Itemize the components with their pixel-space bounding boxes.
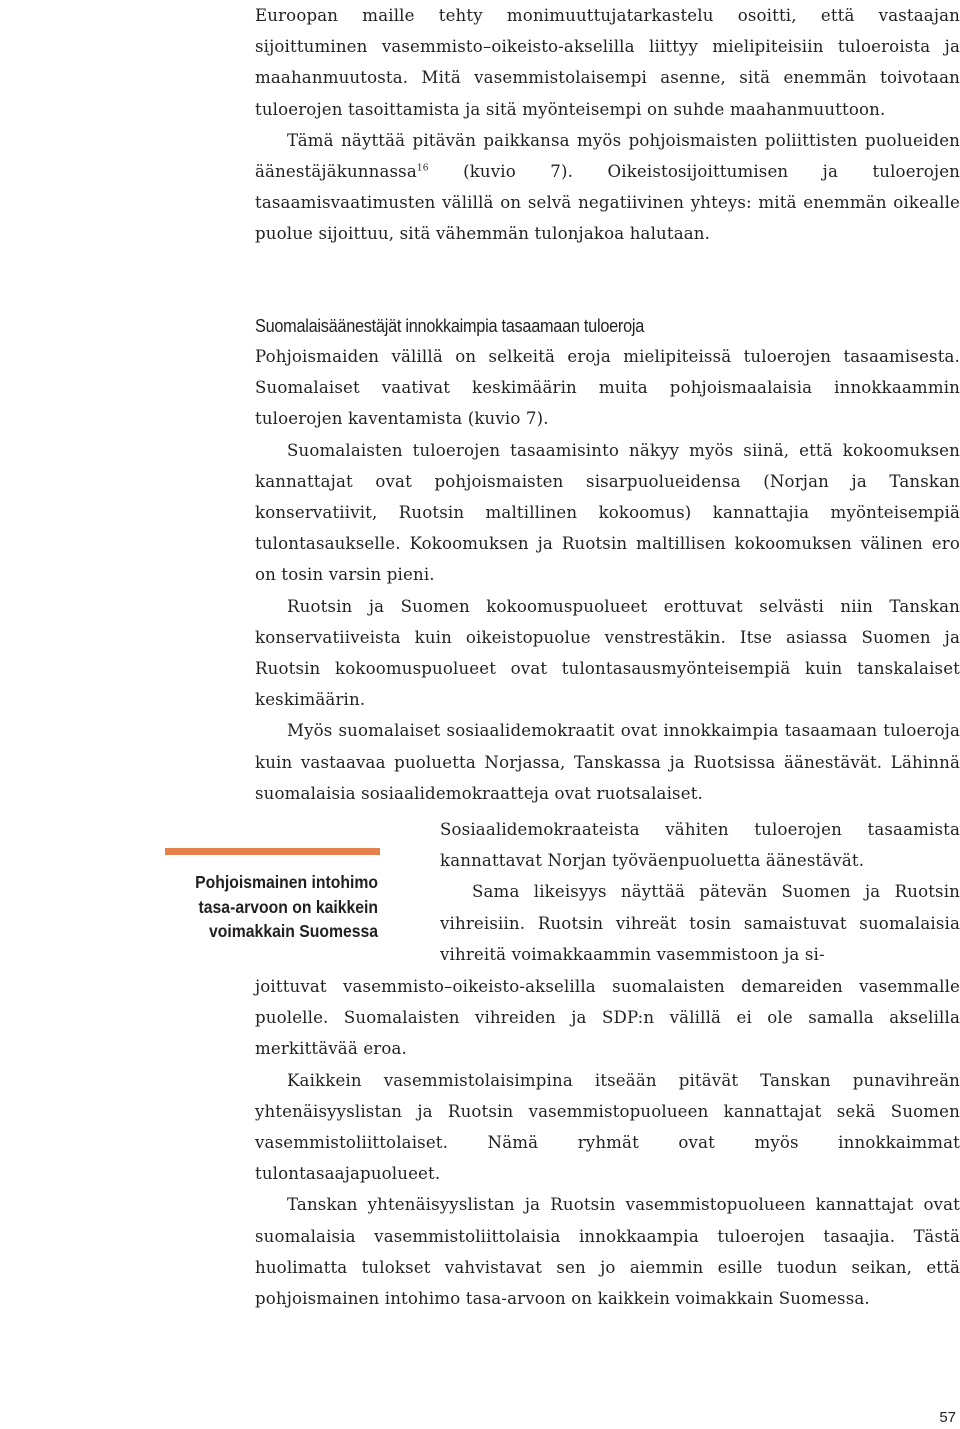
paragraph: Ruotsin ja Suomen kokoomuspuolueet erottuvat selvästi niin Tanskan konservatiiveista kuin oikeistopuolue venstrestäkin. Itse asiassa Suomen ja Ruotsin kokoomuspuolueet ovat tulontasausmyönteisempiä kuin tanskalaiset keskimäärin. — [255, 596, 960, 710]
pull-quote-line: Pohjoismainen intohimo — [195, 872, 378, 892]
page-number: 57 — [939, 1409, 956, 1426]
paragraph: Kaikkein vasemmistolaisimpina itseään pitävät Tanskan punavihreän yhtenäisyyslistan ja Ruotsin vasemmistopuolueen kannattajat sekä Suomen vasemmistoliittolaiset. Nämä ryhmät ovat myös innokkaimmat tulontasaajapuolueet. — [255, 1070, 960, 1184]
paragraph: Tanskan yhtenäisyyslistan ja Ruotsin vasemmistopuolueen kannattajat ovat suomalaisia vasemmistoliittolaisia innokkaampia tuloerojen tasaajia. Tästä huolimatta tulokset vahvistavat sen jo aiemmin esille tuodun seikan, että pohjoismainen intohimo tasa-arvoon on kaikkein voimakkain Suomessa. — [255, 1195, 960, 1309]
paragraph: Myös suomalaiset sosiaalidemokraatit ovat innokkaimpia tasaamaan tuloeroja kuin vastaavaa puoluetta Norjassa, Tanskassa ja Ruotsissa äänestävät. Lähinnä suomalaisia sosiaalidemokraatteja ovat ruotsalaiset. — [255, 721, 960, 803]
paragraph-with-footnote — [255, 125, 960, 250]
paragraph: Sosiaalidemokraateista vähiten tuloerojen tasaamista kannattavat Norjan työväenpuoluetta äänestävät. — [440, 820, 960, 871]
paragraph-text: (kuvio 7). Oikeistosijoittumisen ja tuloerojen tasaamisvaatimusten välillä on selvä negatiivinen yhteys: mitä enemmän oikealle puolue sijoittuu, sitä vähemmän tulonjakoa halutaan. — [255, 162, 960, 244]
paragraph: Pohjoismaiden välillä on selkeitä eroja mielipiteissä tuloerojen tasaamisesta. Suomalaiset vaativat keskimäärin muita pohjoismaalaisia innokkaammin tuloerojen kaventamista (kuvio 7). — [255, 347, 960, 429]
pull-quote-accent-bar — [165, 848, 380, 855]
body-text-mid — [255, 310, 960, 809]
section-subheading: Suomalaisäänestäjät innokkaimpia tasaamaan tuloeroja — [255, 315, 645, 336]
paragraph: Sama likeisyys näyttää pätevän Suomen ja Ruotsin vihreisiin. Ruotsin vihreät tosin samaistuvat suomalaisia vihreitä voimakkaammin vasemmistoon ja si- — [440, 882, 960, 964]
pull-quote — [150, 870, 378, 944]
body-text-narrow — [440, 814, 960, 970]
paragraph: joittuvat vasemmisto–oikeisto-akselilla suomalaisten demareiden vasemmalle puolelle. Suomalaisten vihreiden ja SDP:n välillä ei ole samalla akselilla merkittävää eroa. — [255, 977, 960, 1059]
paragraph: Suomalaisten tuloerojen tasaamisinto näkyy myös siinä, että kokoomuksen kannattajat ovat pohjoismaisten sisarpuolueidensa (Norjan ja Tanskan konservatiivit, Ruotsin maltillinen kokoomus) kannattajia myönteisempiä tulontasaukselle. Kokoomuksen ja Ruotsin maltillisen kokoomuksen välinen ero on tosin varsin pieni. — [255, 440, 960, 585]
pull-quote-line: voimakkain Suomessa — [209, 921, 378, 941]
footnote-marker: 16 — [416, 163, 429, 174]
body-text-bottom — [255, 971, 960, 1314]
paragraph-text: Tämä näyttää pitävän paikkansa myös pohjoismaisten poliittisten puolueiden äänestäjäkunnassa — [255, 130, 960, 182]
body-text-top — [255, 0, 960, 250]
pull-quote-line: tasa-arvoon on kaikkein — [198, 896, 378, 917]
paragraph: Euroopan maille tehty monimuuttujatarkastelu osoitti, että vastaajan sijoittuminen vasemmisto–oikeisto-akselilla liittyy mielipiteisiin tuloeroista ja maahanmuutosta. Mitä vasemmistolaisempi asenne, sitä enemmän toivotaan tuloerojen tasoittamista ja sitä myönteisempi on suhde maahanmuuttoon. — [255, 6, 960, 119]
